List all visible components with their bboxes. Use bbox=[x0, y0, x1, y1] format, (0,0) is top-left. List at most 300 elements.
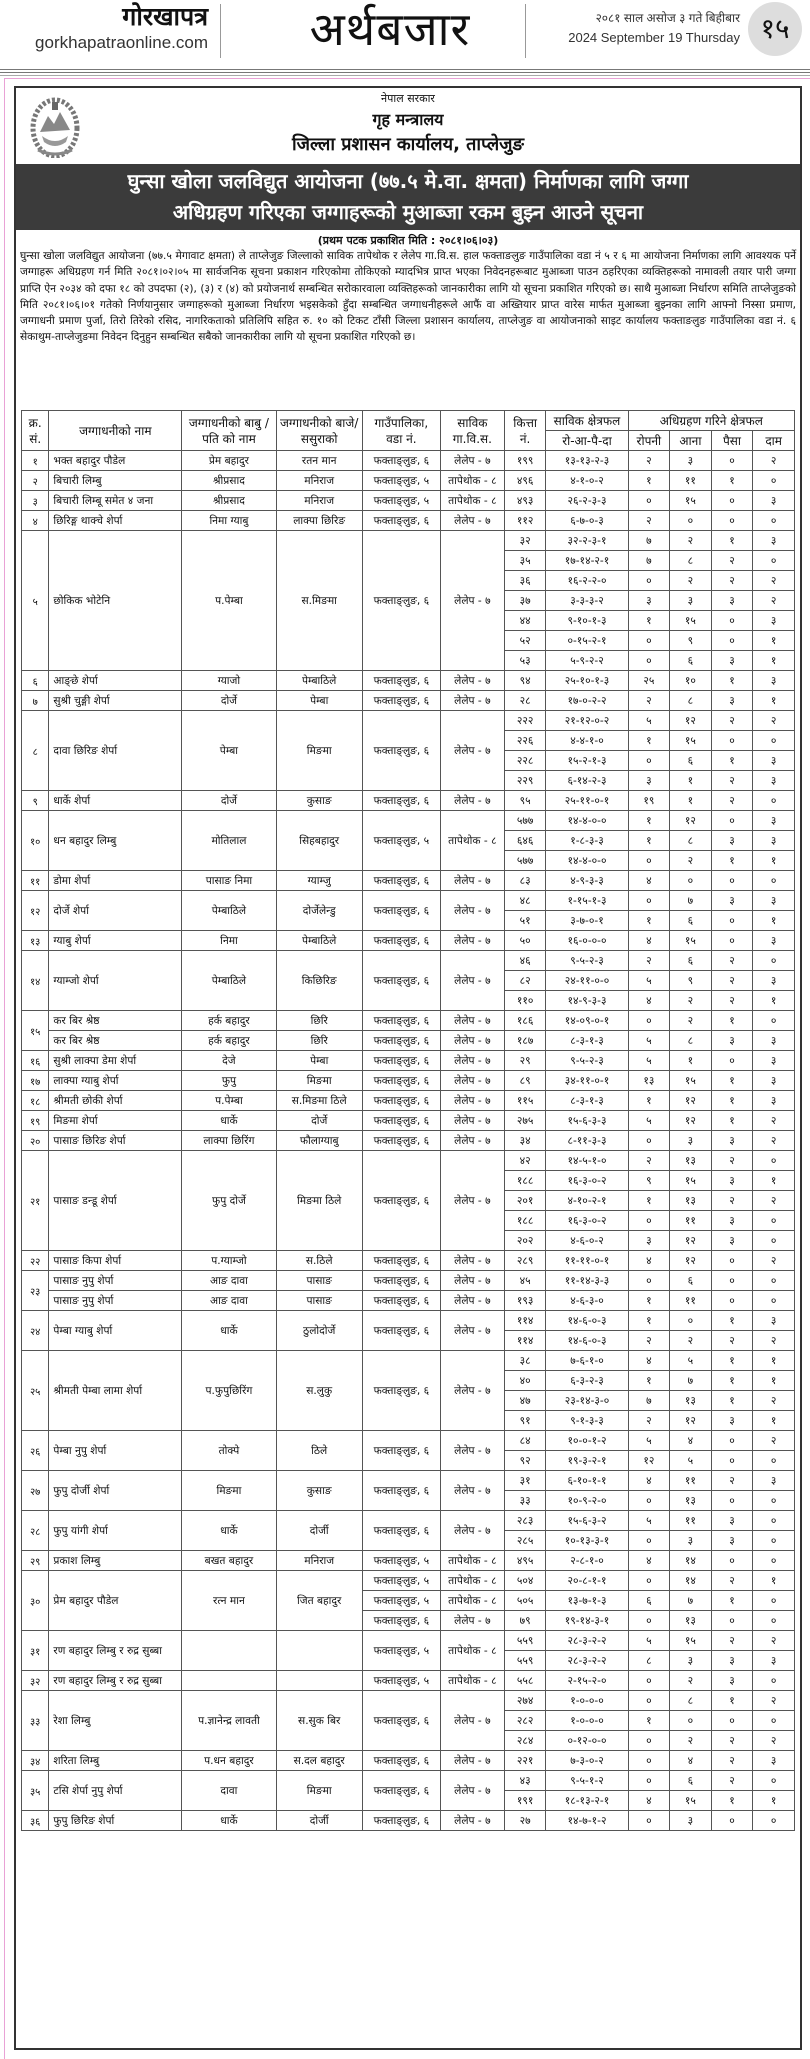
daam: २ bbox=[753, 1131, 795, 1151]
website-link[interactable]: gorkhapatraonline.com bbox=[35, 33, 208, 52]
kitta-number: ३६ bbox=[504, 571, 546, 591]
daam: ३ bbox=[753, 1031, 795, 1051]
table-row bbox=[22, 1091, 795, 1111]
ropani: ५ bbox=[628, 1031, 670, 1051]
grandfather-name: दोर्जी bbox=[276, 1811, 362, 1831]
daam: ० bbox=[753, 1451, 795, 1471]
grandfather-name: पेम्बाठिले bbox=[276, 931, 362, 951]
former-area: १८-१३-२-१ bbox=[546, 1791, 628, 1811]
father-name: फुपु bbox=[182, 1071, 276, 1091]
daam: ३ bbox=[753, 971, 795, 991]
serial-number: ३२ bbox=[22, 1671, 49, 1691]
ropani: ० bbox=[628, 1531, 670, 1551]
former-area: १४-७-१-२ bbox=[546, 1811, 628, 1831]
ropani: १ bbox=[628, 811, 670, 831]
kitta-number: ५२ bbox=[504, 631, 546, 651]
notice-title bbox=[16, 164, 800, 230]
former-vdc: लेलेप - ७ bbox=[440, 1011, 504, 1031]
serial-number: १३ bbox=[22, 931, 49, 951]
father-name: प.पेम्बा bbox=[182, 531, 276, 671]
col-ropani: रोपनी bbox=[628, 431, 670, 451]
former-area: ११-१४-३-३ bbox=[546, 1271, 628, 1291]
father-name: प.पेम्बा bbox=[182, 1091, 276, 1111]
owner-name: पासाङ नुपु शेर्पा bbox=[49, 1291, 182, 1311]
former-vdc: लेलेप - ७ bbox=[440, 1691, 504, 1751]
table-row bbox=[22, 691, 795, 711]
aana: ११ bbox=[670, 1471, 712, 1491]
paisa: २ bbox=[711, 1631, 753, 1651]
daam: ३ bbox=[753, 811, 795, 831]
former-vdc: तापेथोक - ८ bbox=[440, 811, 504, 871]
former-vdc: लेलेप - ७ bbox=[440, 511, 504, 531]
former-vdc: लेलेप - ७ bbox=[440, 1291, 504, 1311]
owner-name: शरिता लिम्बु bbox=[49, 1751, 182, 1771]
ropani: ४ bbox=[628, 931, 670, 951]
ropani: ० bbox=[628, 491, 670, 511]
kitta-number: ३३ bbox=[504, 1491, 546, 1511]
municipality-ward: फक्ताङ्लुङ, ६ bbox=[362, 931, 440, 951]
aana: १ bbox=[670, 771, 712, 791]
municipality-ward: फक्ताङ्लुङ, ६ bbox=[362, 871, 440, 891]
ropani: ० bbox=[628, 891, 670, 911]
aana: १३ bbox=[670, 1391, 712, 1411]
paisa: ३ bbox=[711, 1671, 753, 1691]
serial-number: २१ bbox=[22, 1151, 49, 1251]
aana: १५ bbox=[670, 931, 712, 951]
serial-number: ८ bbox=[22, 711, 49, 791]
former-vdc: लेलेप - ७ bbox=[440, 1071, 504, 1091]
aana: १० bbox=[670, 671, 712, 691]
municipality-ward: फक्ताङ्लुङ, ६ bbox=[362, 1611, 440, 1631]
paisa: ३ bbox=[711, 1131, 753, 1151]
grandfather-name: कुसाङ bbox=[276, 791, 362, 811]
kitta-number: ९५ bbox=[504, 791, 546, 811]
daam: १ bbox=[753, 1791, 795, 1811]
municipality-ward: फक्ताङ्लुङ, ६ bbox=[362, 791, 440, 811]
daam: ० bbox=[753, 1011, 795, 1031]
paisa: २ bbox=[711, 1751, 753, 1771]
daam: १ bbox=[753, 991, 795, 1011]
municipality-ward: फक्ताङ्लुङ, ६ bbox=[362, 1011, 440, 1031]
serial-number: ३५ bbox=[22, 1771, 49, 1811]
serial-number: २३ bbox=[22, 1271, 49, 1311]
kitta-number: २२८ bbox=[504, 751, 546, 771]
col-former-area: साविक क्षेत्रफल bbox=[546, 411, 628, 431]
serial-number: ३३ bbox=[22, 1691, 49, 1751]
owner-name: भक्त बहादुर पौडेल bbox=[49, 451, 182, 471]
office-label: जिल्ला प्रशासन कार्यालय, ताप्लेजुङ bbox=[292, 134, 524, 155]
daam: ० bbox=[753, 1611, 795, 1631]
former-area: १-१५-१-३ bbox=[546, 891, 628, 911]
father-name: लाक्पा छिरिंग bbox=[182, 1131, 276, 1151]
daam: ३ bbox=[753, 611, 795, 631]
municipality-ward: फक्ताङ्लुङ, ६ bbox=[362, 671, 440, 691]
table-row bbox=[22, 1471, 795, 1491]
daam: ० bbox=[753, 471, 795, 491]
daam: २ bbox=[753, 1191, 795, 1211]
aana: २ bbox=[670, 1011, 712, 1031]
former-vdc: लेलेप - ७ bbox=[440, 531, 504, 671]
aana: ९ bbox=[670, 971, 712, 991]
ropani: ० bbox=[628, 1691, 670, 1711]
municipality-ward: फक्ताङ्लुङ, ६ bbox=[362, 691, 440, 711]
municipality-ward: फक्ताङ्लुङ, ६ bbox=[362, 1111, 440, 1131]
father-name: मिङमा bbox=[182, 1471, 276, 1511]
owner-name: सुश्री लाक्पा डेमा शेर्पा bbox=[49, 1051, 182, 1071]
table-row bbox=[22, 1551, 795, 1571]
ropani: ० bbox=[628, 1571, 670, 1591]
kitta-number: ४९३ bbox=[504, 491, 546, 511]
former-vdc: लेलेप - ७ bbox=[440, 1131, 504, 1151]
aana: १२ bbox=[670, 1251, 712, 1271]
former-vdc: लेलेप - ७ bbox=[440, 691, 504, 711]
aana: ० bbox=[670, 871, 712, 891]
grandfather-name: स.मिङमा ठिले bbox=[276, 1091, 362, 1111]
kitta-number: ३५ bbox=[504, 551, 546, 571]
kitta-number: २८३ bbox=[504, 1511, 546, 1531]
former-area: २-८-१-० bbox=[546, 1551, 628, 1571]
aana: ७ bbox=[670, 1371, 712, 1391]
kitta-number: ४६ bbox=[504, 951, 546, 971]
former-vdc: तापेथोक - ८ bbox=[440, 471, 504, 491]
daam: १ bbox=[753, 631, 795, 651]
daam: २ bbox=[753, 711, 795, 731]
paisa: २ bbox=[711, 711, 753, 731]
rule bbox=[0, 69, 810, 70]
serial-number: १० bbox=[22, 811, 49, 871]
former-vdc: लेलेप - ७ bbox=[440, 671, 504, 691]
paisa: ० bbox=[711, 1431, 753, 1451]
ropani: ५ bbox=[628, 971, 670, 991]
table-row bbox=[22, 1051, 795, 1071]
ropani: २ bbox=[628, 691, 670, 711]
owner-name: सुश्री चुङ्गी शेर्पा bbox=[49, 691, 182, 711]
former-area: ८-११-३-३ bbox=[546, 1131, 628, 1151]
former-vdc: लेलेप - ७ bbox=[440, 1311, 504, 1351]
municipality-ward: फक्ताङ्लुङ, ६ bbox=[362, 1031, 440, 1051]
grandfather-name: ठिले bbox=[276, 1431, 362, 1471]
municipality-ward: फक्ताङ्लुङ, ६ bbox=[362, 1511, 440, 1551]
paisa: ० bbox=[711, 1811, 753, 1831]
grandfather-name: पेम्बा bbox=[276, 691, 362, 711]
paisa: ० bbox=[711, 1051, 753, 1071]
paisa: १ bbox=[711, 751, 753, 771]
former-area: ९-५-२-३ bbox=[546, 1051, 628, 1071]
daam: ३ bbox=[753, 491, 795, 511]
serial-number: १२ bbox=[22, 891, 49, 931]
paisa: १ bbox=[711, 851, 753, 871]
former-area: १७-१४-२-१ bbox=[546, 551, 628, 571]
daam: ० bbox=[753, 1211, 795, 1231]
municipality-ward: फक्ताङ्लुङ, ६ bbox=[362, 1151, 440, 1251]
aana: १२ bbox=[670, 711, 712, 731]
aana: १२ bbox=[670, 1231, 712, 1251]
paisa: १ bbox=[711, 1071, 753, 1091]
paisa: २ bbox=[711, 1191, 753, 1211]
ropani: ४ bbox=[628, 1471, 670, 1491]
paisa: २ bbox=[711, 1731, 753, 1751]
former-vdc: लेलेप - ७ bbox=[440, 1111, 504, 1131]
col-kitta: कित्ता नं. bbox=[504, 411, 546, 451]
former-vdc: लेलेप - ७ bbox=[440, 1051, 504, 1071]
former-vdc: लेलेप - ७ bbox=[440, 1751, 504, 1771]
aana: ५ bbox=[670, 1451, 712, 1471]
former-area: १४-९-३-३ bbox=[546, 991, 628, 1011]
ropani: ४ bbox=[628, 1351, 670, 1371]
ropani: ६ bbox=[628, 1591, 670, 1611]
ropani: ४ bbox=[628, 1551, 670, 1571]
grandfather-name: रतन मान bbox=[276, 451, 362, 471]
paisa: ० bbox=[711, 611, 753, 631]
kitta-number: ४५ bbox=[504, 1271, 546, 1291]
former-area: १४-०९-०-१ bbox=[546, 1011, 628, 1031]
paisa: ० bbox=[711, 1611, 753, 1631]
former-area: १७-०-२-२ bbox=[546, 691, 628, 711]
municipality-ward: फक्ताङ्लुङ, ५ bbox=[362, 1591, 440, 1611]
owner-name: बिचारी लिम्बू समेत ४ जना bbox=[49, 491, 182, 511]
table-row bbox=[22, 1011, 795, 1031]
owner-name: प्रकाश लिम्बु bbox=[49, 1551, 182, 1571]
aana: २ bbox=[670, 1331, 712, 1351]
serial-number: ७ bbox=[22, 691, 49, 711]
paisa: १ bbox=[711, 1351, 753, 1371]
kitta-number: ९२ bbox=[504, 1451, 546, 1471]
daam: ३ bbox=[753, 1311, 795, 1331]
former-area: २६-२-३-३ bbox=[546, 491, 628, 511]
aana: १४ bbox=[670, 1571, 712, 1591]
aana: ८ bbox=[670, 551, 712, 571]
former-area: १६-३-०-२ bbox=[546, 1171, 628, 1191]
former-vdc: लेलेप - ७ bbox=[440, 791, 504, 811]
kitta-number: २२१ bbox=[504, 1751, 546, 1771]
paisa: ० bbox=[711, 491, 753, 511]
daam: ० bbox=[753, 1231, 795, 1251]
grandfather-name: पासाङ bbox=[276, 1291, 362, 1311]
paisa: ३ bbox=[711, 651, 753, 671]
daam: १ bbox=[753, 651, 795, 671]
daam: ३ bbox=[753, 771, 795, 791]
former-area: २४-११-०-० bbox=[546, 971, 628, 991]
col-father: जग्गाधनीको बाबु /पति को नाम bbox=[182, 411, 276, 451]
kitta-number: ५५९ bbox=[504, 1631, 546, 1651]
grandfather-name: लाक्पा छिरिङ bbox=[276, 511, 362, 531]
father-name: प.धन बहादुर bbox=[182, 1751, 276, 1771]
kitta-number: ४९५ bbox=[504, 1551, 546, 1571]
grandfather-name: ठुलोदोर्जे bbox=[276, 1311, 362, 1351]
daam: २ bbox=[753, 591, 795, 611]
aana: १५ bbox=[670, 611, 712, 631]
daam: ० bbox=[753, 1291, 795, 1311]
former-area: १९-३-२-१ bbox=[546, 1451, 628, 1471]
grandfather-name: मिङमा bbox=[276, 711, 362, 791]
kitta-number: १८८ bbox=[504, 1211, 546, 1231]
paisa: ३ bbox=[711, 1651, 753, 1671]
daam: ० bbox=[753, 731, 795, 751]
ropani: ७ bbox=[628, 531, 670, 551]
former-area: २८-३-२-२ bbox=[546, 1651, 628, 1671]
owner-name: लाक्पा ग्याबु शेर्पा bbox=[49, 1071, 182, 1091]
table-row bbox=[22, 931, 795, 951]
owner-name: फुपु यांगी शेर्पा bbox=[49, 1511, 182, 1551]
paisa: १ bbox=[711, 1091, 753, 1111]
ropani: १ bbox=[628, 911, 670, 931]
municipality-ward: फक्ताङ्लुङ, ५ bbox=[362, 1671, 440, 1691]
father-name: आङ दावा bbox=[182, 1291, 276, 1311]
daam: १ bbox=[753, 1571, 795, 1591]
table-row bbox=[22, 1151, 795, 1171]
daam: ० bbox=[753, 951, 795, 971]
aana: २ bbox=[670, 571, 712, 591]
aana: ६ bbox=[670, 951, 712, 971]
owner-name: पासाङ किपा शेर्पा bbox=[49, 1251, 182, 1271]
aana: २ bbox=[670, 531, 712, 551]
grandfather-name: मनिराज bbox=[276, 1551, 362, 1571]
ropani: १ bbox=[628, 471, 670, 491]
kitta-number: ४४ bbox=[504, 611, 546, 631]
daam: ० bbox=[753, 791, 795, 811]
kitta-number: १९३ bbox=[504, 1291, 546, 1311]
former-area: १०-१३-३-१ bbox=[546, 1531, 628, 1551]
kitta-number: ४३ bbox=[504, 1771, 546, 1791]
grandfather-name bbox=[276, 1671, 362, 1691]
aana: ३ bbox=[670, 451, 712, 471]
former-area: ११-११-०-१ bbox=[546, 1251, 628, 1271]
ropani: ७ bbox=[628, 1391, 670, 1411]
father-name: पेम्बाठिले bbox=[182, 951, 276, 1011]
table-row bbox=[22, 671, 795, 691]
serial-number: २२ bbox=[22, 1251, 49, 1271]
ropani: १ bbox=[628, 1091, 670, 1111]
municipality-ward: फक्ताङ्लुङ, ६ bbox=[362, 531, 440, 671]
table-row bbox=[22, 1671, 795, 1691]
father-name: दोर्जे bbox=[182, 791, 276, 811]
former-area: १४-६-०-३ bbox=[546, 1311, 628, 1331]
municipality-ward: फक्ताङ्लुङ, ६ bbox=[362, 1311, 440, 1351]
former-vdc: लेलेप - ७ bbox=[440, 891, 504, 931]
aana: ३ bbox=[670, 591, 712, 611]
owner-name: पासाङ डन्डू शेर्पा bbox=[49, 1151, 182, 1251]
daam: ३ bbox=[753, 831, 795, 851]
municipality-ward: फक्ताङ्लुङ, ६ bbox=[362, 1431, 440, 1471]
serial-number: २ bbox=[22, 471, 49, 491]
paisa: २ bbox=[711, 951, 753, 971]
former-area: १५-६-३-३ bbox=[546, 1111, 628, 1131]
daam: २ bbox=[753, 1431, 795, 1451]
kitta-number: ८४ bbox=[504, 1431, 546, 1451]
father-name: धार्के bbox=[182, 1511, 276, 1551]
municipality-ward: फक्ताङ्लुङ, ६ bbox=[362, 1471, 440, 1511]
table-row bbox=[22, 1511, 795, 1531]
daam: ३ bbox=[753, 1751, 795, 1771]
ropani: ८ bbox=[628, 1651, 670, 1671]
aana: १३ bbox=[670, 1611, 712, 1631]
kitta-number: २८२ bbox=[504, 1711, 546, 1731]
paisa: २ bbox=[711, 991, 753, 1011]
paisa: २ bbox=[711, 1331, 753, 1351]
paisa: ० bbox=[711, 451, 753, 471]
serial-number: ५ bbox=[22, 531, 49, 671]
daam: ३ bbox=[753, 1471, 795, 1491]
kitta-number: ५० bbox=[504, 931, 546, 951]
kitta-number: १९१ bbox=[504, 1791, 546, 1811]
owner-name: पासाङ नुपु शेर्पा bbox=[49, 1271, 182, 1291]
former-area: १३-७-१-३ bbox=[546, 1591, 628, 1611]
former-area: १५-६-३-२ bbox=[546, 1511, 628, 1531]
former-area: ७-३-०-२ bbox=[546, 1751, 628, 1771]
municipality-ward: फक्ताङ्लुङ, ६ bbox=[362, 1131, 440, 1151]
aana: ११ bbox=[670, 471, 712, 491]
public-notice bbox=[14, 86, 802, 2050]
former-vdc: तापेथोक - ८ bbox=[440, 1631, 504, 1671]
grandfather-name: मिङमा ठिले bbox=[276, 1151, 362, 1251]
daam: ० bbox=[753, 1551, 795, 1571]
paisa: ३ bbox=[711, 1211, 753, 1231]
former-area: १४-५-१-० bbox=[546, 1151, 628, 1171]
former-vdc: लेलेप - ७ bbox=[440, 1511, 504, 1551]
serial-number: २५ bbox=[22, 1351, 49, 1431]
municipality-ward: फक्ताङ्लुङ, ५ bbox=[362, 1571, 440, 1591]
aana: ८ bbox=[670, 691, 712, 711]
kitta-number: २२२ bbox=[504, 711, 546, 731]
paisa: ० bbox=[711, 1711, 753, 1731]
notice-header bbox=[16, 88, 800, 164]
former-area: ४-९-३-३ bbox=[546, 871, 628, 891]
owner-name: पेम्बा नुपु शेर्पा bbox=[49, 1431, 182, 1471]
ropani: २ bbox=[628, 1411, 670, 1431]
aana: १५ bbox=[670, 491, 712, 511]
col-paisa: पैसा bbox=[711, 431, 753, 451]
father-name: आङ दावा bbox=[182, 1271, 276, 1291]
kitta-number: ३२ bbox=[504, 531, 546, 551]
former-area: ७-६-१-० bbox=[546, 1351, 628, 1371]
date-english: 2024 September 19 Thursday bbox=[568, 30, 740, 45]
paisa: १ bbox=[711, 1011, 753, 1031]
father-name: प.ज्ञानेन्द्र लावती bbox=[182, 1691, 276, 1751]
father-name: बखत बहादुर bbox=[182, 1551, 276, 1571]
owner-name: टसि शेर्पा नुपु शेर्पा bbox=[49, 1771, 182, 1811]
former-vdc: लेलेप - ७ bbox=[440, 1431, 504, 1471]
aana: ६ bbox=[670, 1271, 712, 1291]
former-area: ८-३-१-३ bbox=[546, 1031, 628, 1051]
former-area: ६-१०-१-१ bbox=[546, 1471, 628, 1491]
kitta-number: ११५ bbox=[504, 1091, 546, 1111]
former-area: १४-६-०-३ bbox=[546, 1331, 628, 1351]
former-area: ४-१-०-२ bbox=[546, 471, 628, 491]
rule bbox=[0, 75, 810, 76]
former-area: १६-३-०-२ bbox=[546, 1211, 628, 1231]
table-row bbox=[22, 1351, 795, 1371]
owner-name: फुपु छिरिङ शेर्पा bbox=[49, 1811, 182, 1831]
municipality-ward: फक्ताङ्लुङ, ६ bbox=[362, 951, 440, 1011]
col-grandfather: जग्गाधनीको बाजे/ ससुराको bbox=[276, 411, 362, 451]
daam: ० bbox=[753, 1711, 795, 1731]
former-area: २८-३-२-२ bbox=[546, 1631, 628, 1651]
aana: २ bbox=[670, 991, 712, 1011]
municipality-ward: फक्ताङ्लुङ, ६ bbox=[362, 1771, 440, 1811]
paisa: ३ bbox=[711, 691, 753, 711]
paisa: २ bbox=[711, 1571, 753, 1591]
municipality-ward: फक्ताङ्लुङ, ६ bbox=[362, 1691, 440, 1751]
table-row bbox=[22, 1571, 795, 1591]
kitta-number: ४२ bbox=[504, 1151, 546, 1171]
former-vdc: तापेथोक - ८ bbox=[440, 1591, 504, 1611]
kitta-number: ४८ bbox=[504, 891, 546, 911]
ropani: ५ bbox=[628, 1431, 670, 1451]
serial-number: २० bbox=[22, 1131, 49, 1151]
kitta-number: ८९ bbox=[504, 1071, 546, 1091]
grandfather-name: स.लुकु bbox=[276, 1351, 362, 1431]
table-row bbox=[22, 1631, 795, 1651]
